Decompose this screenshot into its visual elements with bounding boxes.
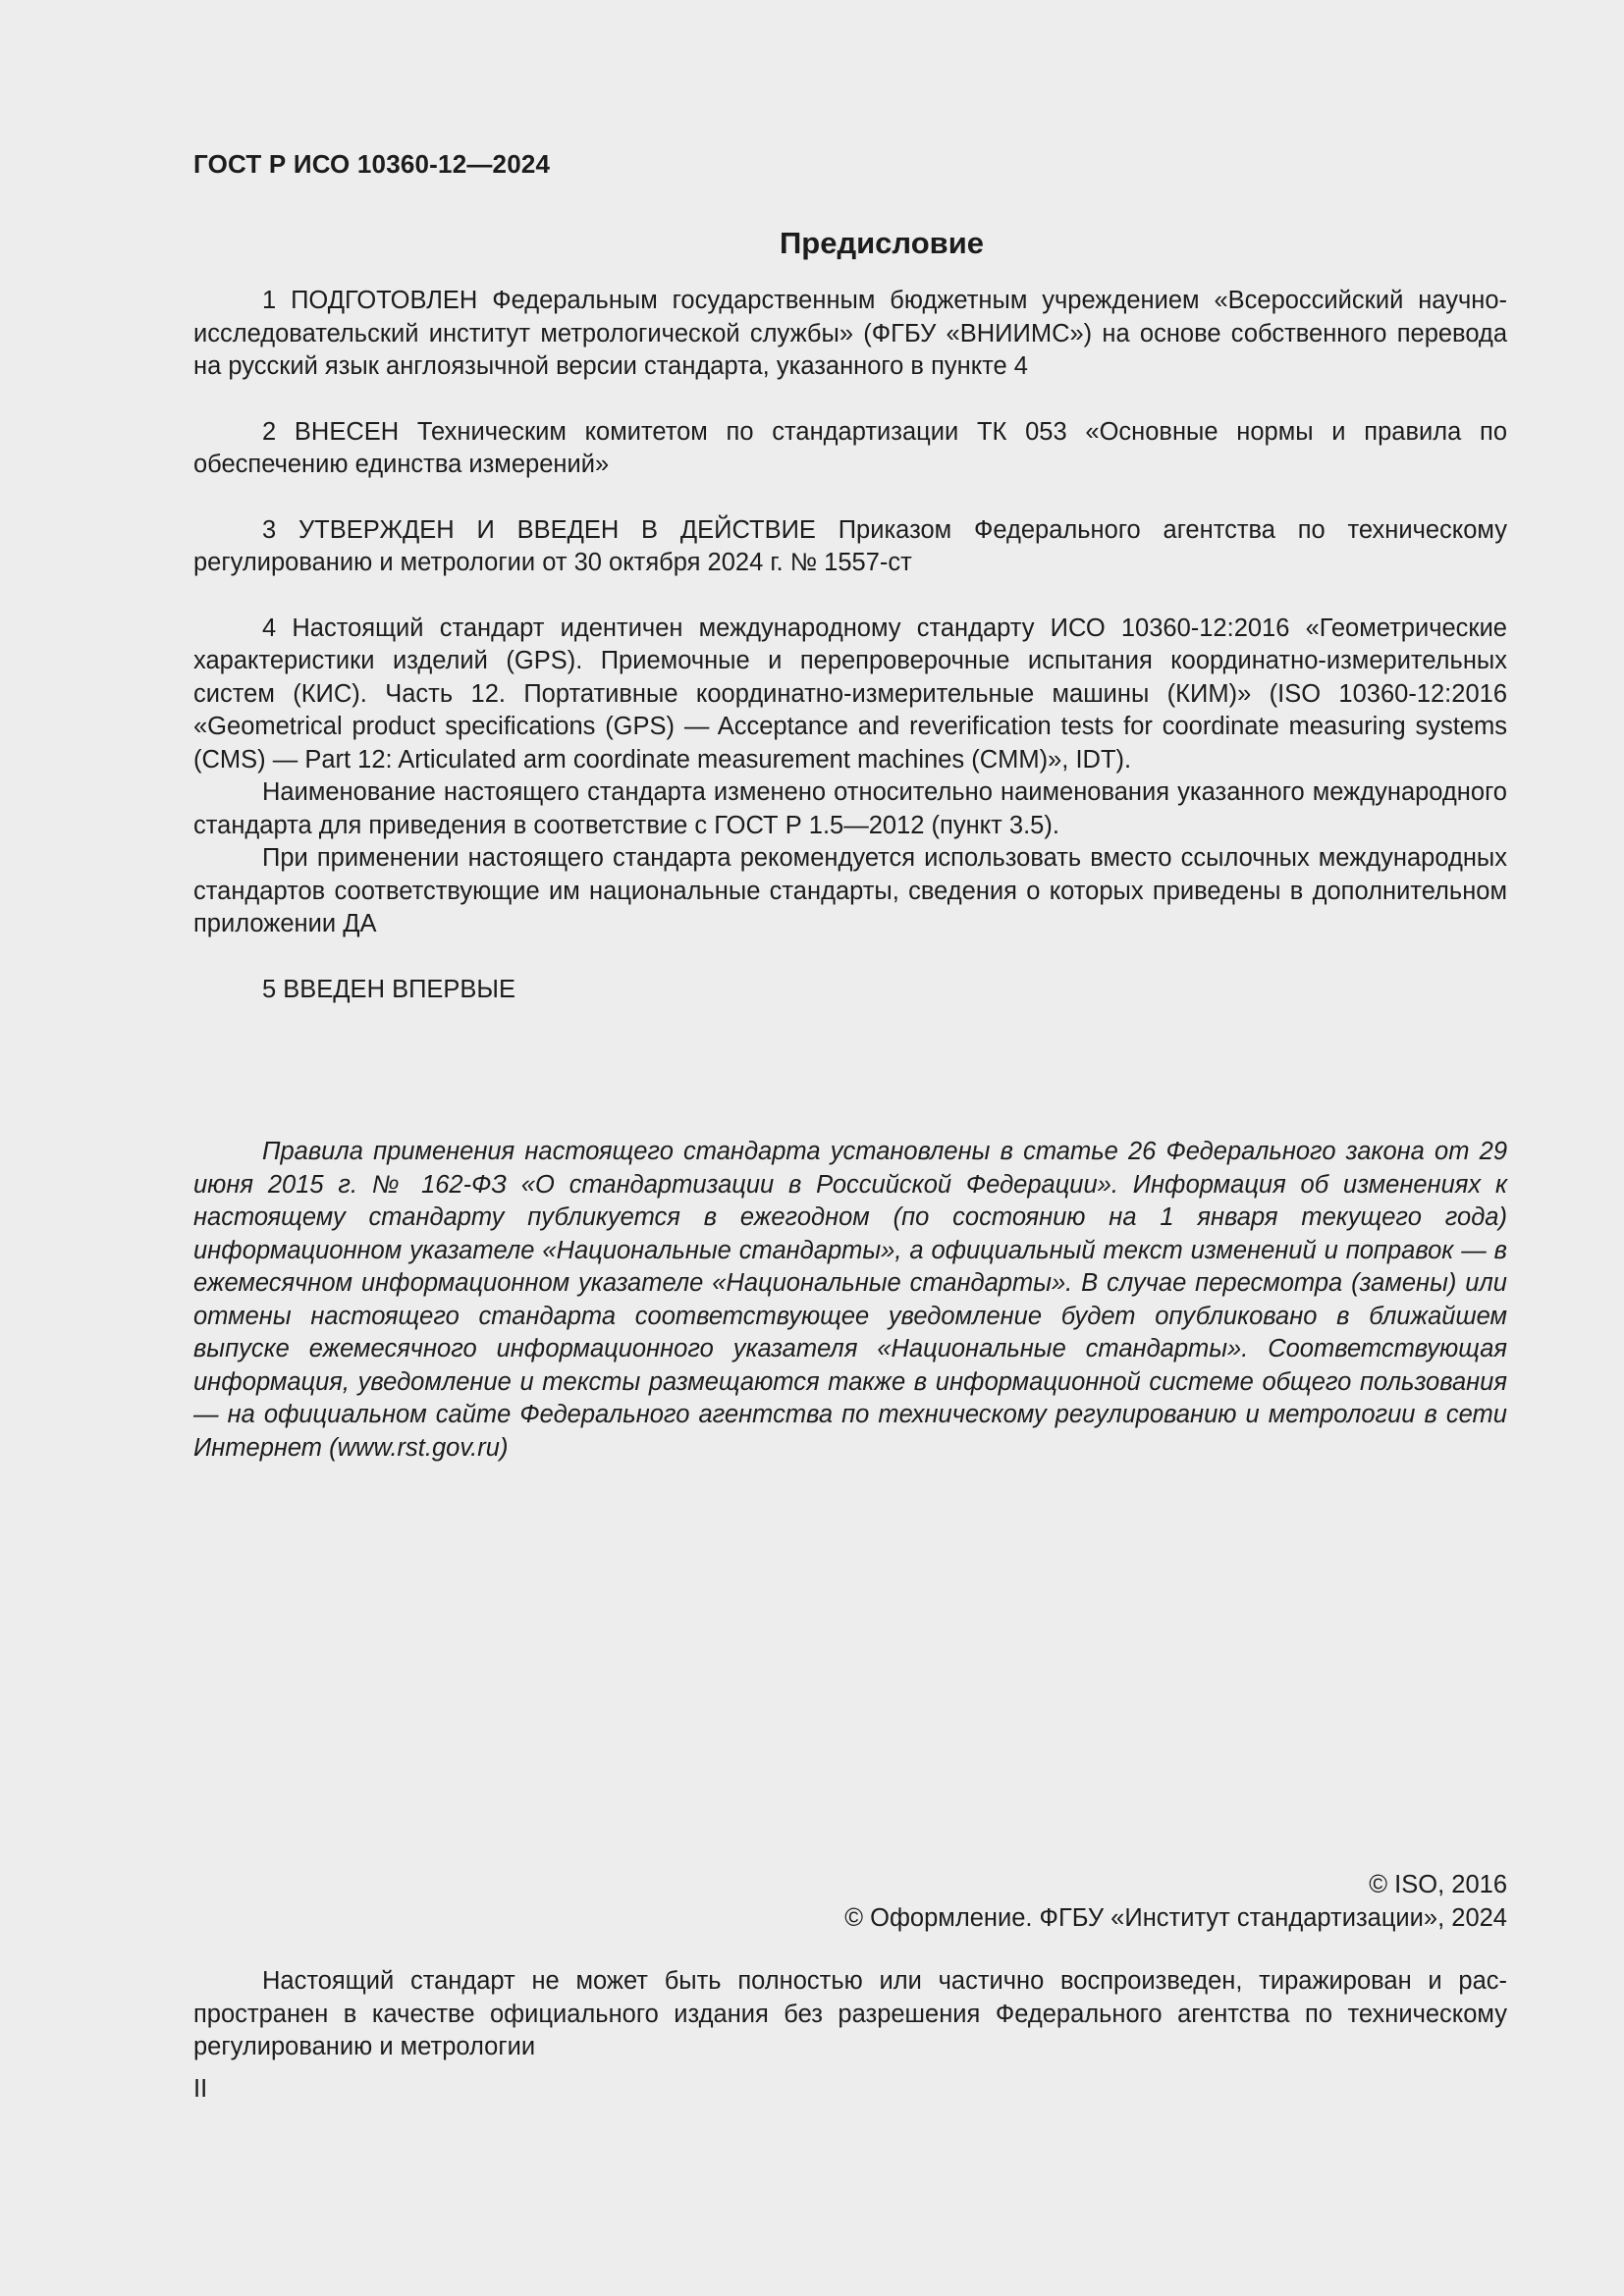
document-code-header: ГОСТ Р ИСО 10360-12—2024 (193, 149, 551, 179)
page-number: II (193, 2075, 208, 2103)
foreword-item-4-references-note: При применении настоящего стандарта рекомендуется использовать вместо ссылочных международных стандартов соответствующие им национальные стандарты, сведения о которых приведены в дополнительном приложении ДА (193, 844, 1507, 937)
foreword-item-3: 3 УТВЕРЖДЕН И ВВЕДЕН В ДЕЙСТВИЕ Приказом Федерального агентства по техническому регулированию и метрологии от 30 октября 2024 г. № 1557-ст (193, 515, 1507, 576)
application-rules-notice: Правила применения настоящего стандарта установлены в статье 26 Федерального закона от 29 июня 2015 г. № 162-ФЗ «О стандартизации в Российской Федерации». Информация об изменениях к настоящему стандарту публикуется в ежегодном (по состоянию на 1 января текущего года) информационном указателе «Национальные стандарты», а официальный текст изменений и поправок — в ежемесячном информационном указателе «Национальные стандарты». В случае пересмотра (замены) или отмены настоящего стандарта соответствующее уведомление будет опубликовано в ближайшем выпуске ежемесячного информационного указателя «Национальные стандарты». Соответствующая информация, уведомление и тексты размещаются также в информационной системе общего пользования — на официальном сайте Федерального агентства по техническому регулированию и метрологии в сети Интернет (www.rst.gov.ru) (193, 1138, 1507, 1462)
foreword-body (193, 285, 1507, 1006)
foreword-item-1: 1 ПОДГОТОВЛЕН Федеральным государственным бюджетным учреждением «Всероссийский научно-исследовательский институт метрологической службы» (ФГБУ «ВНИИМС») на основе собственного перевода на русский язык англоязычной версии стандарта, указанного в пункте 4 (193, 287, 1507, 380)
reprint-restriction-notice: Настоящий стандарт не может быть полностью или частично воспроизведен, тиражирован и распространен в качестве официального издания без разрешения Федерального агентства по техническому регулированию и метрологии (193, 1967, 1507, 2060)
foreword-item-4: 4 Настоящий стандарт идентичен международному стандарту ИСО 10360-12:2016 «Геометрические характеристики изделий (GPS). Приемочные и перепроверочные испытания координатно-измерительных систем (КИС). Часть 12. Портативные координатно-измерительные машины (КИМ)» (ISO 10360-12:2016 «Geometrical product specifications (GPS) — Acceptance and reverification tests for coordinate measuring systems (CMS) — Part 12: Articulated arm coordinate measurement machines (CMM)», IDT). (193, 614, 1507, 774)
copyright-design: © Оформление. ФГБУ «Институт стандартизации», 2024 (844, 1903, 1507, 1932)
copyright-iso: © ISO, 2016 (1369, 1871, 1507, 1898)
page-title: Предисловие (779, 226, 984, 260)
document-page (193, 0, 1507, 2296)
foreword-item-5: 5 ВВЕДЕН ВПЕРВЫЕ (262, 975, 516, 1003)
foreword-item-4-name-note: Наименование настоящего стандарта изменено относительно наименования указанного международного стандарта для приведения в соответствие с ГОСТ Р 1.5—2012 (пункт 3.5). (193, 778, 1507, 839)
copyright-block (844, 1869, 1507, 1935)
foreword-item-2: 2 ВНЕСЕН Техническим комитетом по стандартизации ТК 053 «Основные нормы и правила по обеспечению единства измерений» (193, 417, 1507, 478)
